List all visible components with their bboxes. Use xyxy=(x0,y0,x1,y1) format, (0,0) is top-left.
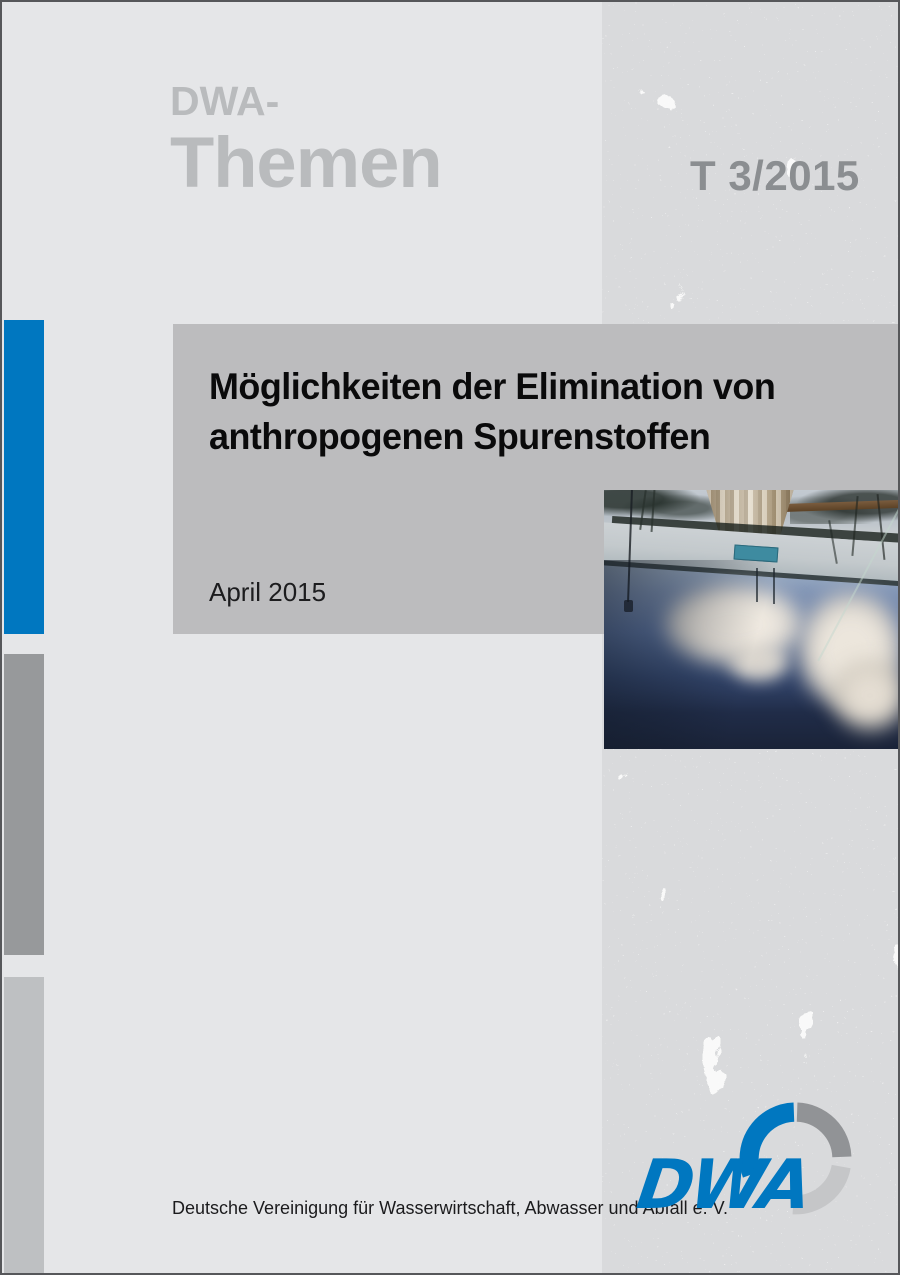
publication-date: April 2015 xyxy=(209,577,327,607)
publisher-name: Deutsche Vereinigung für Wasserwirtschaft, Abwasser und Abfall e. V. xyxy=(172,1198,728,1218)
publication-title xyxy=(209,362,879,462)
cover-photo xyxy=(604,490,900,749)
dwa-logo-text: DWA xyxy=(632,1146,814,1225)
issue-number: T 3/2015 xyxy=(690,152,860,199)
series-prefix: DWA- xyxy=(170,78,280,124)
side-bar-gray xyxy=(4,654,44,955)
side-bar-light-gray xyxy=(4,977,44,1275)
series-title xyxy=(170,78,442,203)
accent-bar-blue xyxy=(4,320,44,634)
photo-floc-speckles xyxy=(604,490,900,749)
dwa-logo xyxy=(632,1092,882,1232)
series-name: Themen xyxy=(170,124,442,203)
title-line-2: anthropogenen Spurenstoffen xyxy=(209,416,711,457)
title-line-1: Möglichkeiten der Elimination von xyxy=(209,366,776,407)
